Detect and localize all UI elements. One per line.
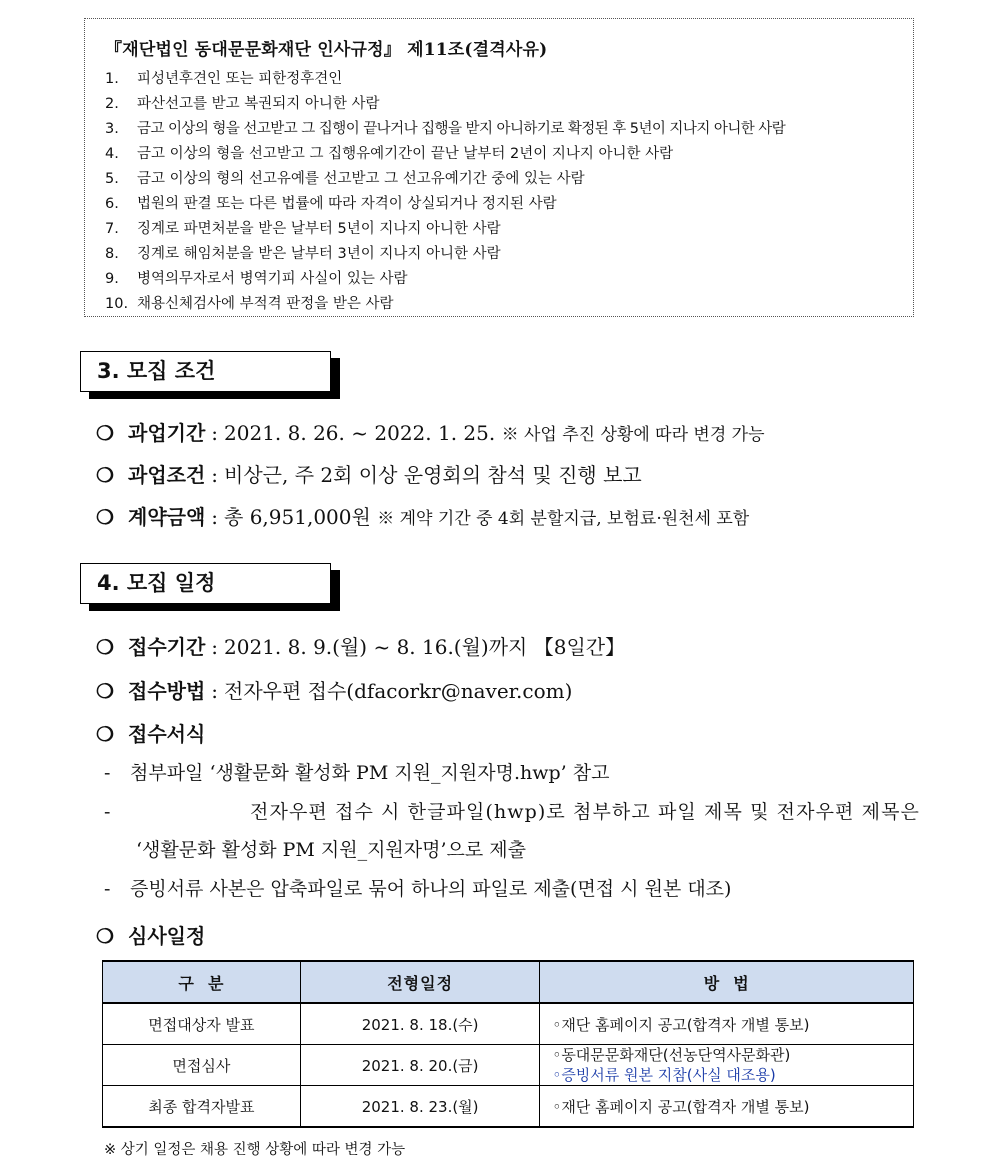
- regulation-title: 『재단법인 동대문문화재단 인사규정』 제11조(결격사유): [105, 40, 548, 60]
- dash-item: - 전자우편 접수 시 한글파일(hwp)로 첨부하고 파일 제목 및 전자우편 제목은: [104, 801, 920, 823]
- column-header-date: 전형일정: [300, 961, 540, 1003]
- list-item: 8. 징계로 해임처분을 받은 날부터 3년이 지나지 아니한 사람: [105, 246, 501, 262]
- cell-method: ◦재단 홈페이지 공고(합격자 개별 통보): [540, 1086, 914, 1128]
- regulation-list: [105, 67, 785, 317]
- cell-stage: 면접심사: [103, 1045, 301, 1086]
- section-heading-schedule: 4. 모집 일정: [80, 563, 331, 604]
- list-item: 3. 금고 이상의 형을 선고받고 그 집행이 끝나거나 집행을 받지 아니하기로 확정된 후 5년이 지나지 아니한 사람: [105, 121, 786, 137]
- table-row: [103, 1045, 914, 1086]
- cell-date: 2021. 8. 18.(수): [300, 1003, 540, 1045]
- bullet-value: 전자우편 접수(dfacorkr@naver.com): [224, 679, 573, 703]
- schedule-footnote: ※ 상기 일정은 채용 진행 상황에 따라 변경 가능: [104, 1142, 406, 1158]
- bullet-label: 접수기간: [128, 635, 206, 659]
- bullet-label: 심사일정: [128, 924, 206, 948]
- cell-stage: 면접대상자 발표: [103, 1003, 301, 1045]
- list-item: 10. 채용신체검사에 부적격 판정을 받은 사람: [105, 296, 394, 312]
- cell-date: 2021. 8. 23.(월): [300, 1086, 540, 1128]
- review-schedule-table: [102, 960, 914, 1128]
- bullet-value: 총 6,951,000원: [224, 505, 371, 529]
- column-header-method: 방 법: [540, 961, 914, 1003]
- cell-stage: 최종 합격자발표: [103, 1086, 301, 1128]
- bullet-application-format: [96, 719, 205, 749]
- bullet-task-condition: ❍ 과업조건 : 비상근, 주 2회 이상 운영회의 참석 및 진행 보고: [96, 460, 642, 490]
- bullet-task-period: ❍ 과업기간 : 2021. 8. 26. ~ 2022. 1. 25. ※ 사업 추진 상황에 따라 변경 가능: [96, 418, 765, 448]
- list-item: 2. 파산선고를 받고 복권되지 아니한 사람: [105, 96, 380, 112]
- bullet-label: 접수서식: [128, 722, 206, 746]
- table-row: [103, 1003, 914, 1045]
- circle-bullet-icon: ❍: [96, 635, 114, 659]
- bullet-value: 2021. 8. 9.(월) ~ 8. 16.(월)까지 【8일간】: [224, 635, 626, 659]
- bullet-review-schedule: [96, 921, 205, 951]
- section-heading-conditions: 3. 모집 조건: [80, 351, 331, 392]
- bullet-application-period: ❍ 접수기간 : 2021. 8. 9.(월) ~ 8. 16.(월)까지 【8일간】: [96, 632, 625, 662]
- list-item: 9. 병역의무자로서 병역기피 사실이 있는 사람: [105, 271, 408, 287]
- circle-bullet-icon: ❍: [96, 924, 114, 948]
- cell-method: ◦재단 홈페이지 공고(합격자 개별 통보): [540, 1003, 914, 1045]
- bullet-label: 접수방법: [128, 679, 206, 703]
- list-item: 6. 법원의 판결 또는 다른 법률에 따라 자격이 상실되거나 정지된 사람: [105, 196, 557, 212]
- bullet-label: 과업조건: [128, 463, 206, 487]
- bullet-contract-amount: ❍ 계약금액 : 총 6,951,000원 ※ 계약 기간 중 4회 분할지급, 보험료·원천세 포함: [96, 502, 749, 532]
- table-header-row: [103, 961, 914, 1003]
- bullet-note: ※ 사업 추진 상황에 따라 변경 가능: [501, 425, 765, 445]
- bullet-value: 2021. 8. 26. ~ 2022. 1. 25.: [224, 421, 496, 445]
- dash-item-continuation: ‘생활문화 활성화 PM 지원_지원자명’으로 제출: [136, 839, 526, 861]
- list-item: 7. 징계로 파면처분을 받은 날부터 5년이 지나지 아니한 사람: [105, 221, 501, 237]
- cell-date: 2021. 8. 20.(금): [300, 1045, 540, 1086]
- column-header-stage: 구 분: [103, 961, 301, 1003]
- list-item: 1. 피성년후견인 또는 피한정후견인: [105, 71, 343, 87]
- dash-item: - 증빙서류 사본은 압축파일로 묶어 하나의 파일로 제출(면접 시 원본 대조): [104, 878, 732, 900]
- bullet-note: ※ 계약 기간 중 4회 분할지급, 보험료·원천세 포함: [377, 509, 750, 529]
- bullet-label: 계약금액: [128, 505, 206, 529]
- bullet-value: 비상근, 주 2회 이상 운영회의 참석 및 진행 보고: [224, 463, 642, 487]
- circle-bullet-icon: ❍: [96, 463, 114, 487]
- table-row: [103, 1086, 914, 1128]
- circle-bullet-icon: ❍: [96, 421, 114, 445]
- circle-bullet-icon: ❍: [96, 505, 114, 529]
- list-item: 5. 금고 이상의 형의 선고유예를 선고받고 그 선고유예기간 중에 있는 사람: [105, 171, 585, 187]
- circle-bullet-icon: ❍: [96, 679, 114, 703]
- circle-bullet-icon: ❍: [96, 722, 114, 746]
- regulation-box: [84, 18, 914, 317]
- cell-method: ◦동대문문화재단(선농단역사문화관) ◦증빙서류 원본 지참(사실 대조용): [540, 1045, 914, 1086]
- bullet-application-method: ❍ 접수방법 : 전자우편 접수(dfacorkr@naver.com): [96, 676, 572, 706]
- dash-item: - 첨부파일 ‘생활문화 활성화 PM 지원_지원자명.hwp’ 참고: [104, 762, 610, 784]
- bullet-label: 과업기간: [128, 421, 206, 445]
- list-item: 4. 금고 이상의 형을 선고받고 그 집행유예기간이 끝난 날부터 2년이 지나지 아니한 사람: [105, 146, 674, 162]
